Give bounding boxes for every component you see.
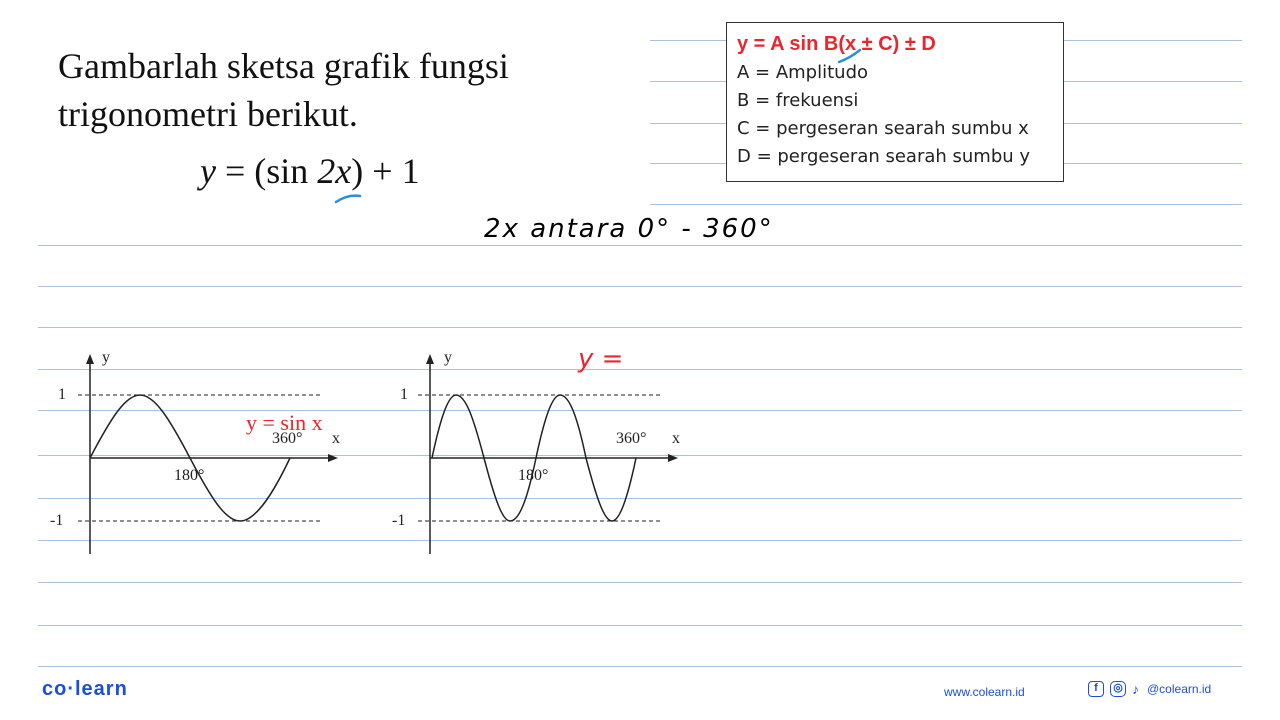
formula-annotation-mark — [836, 46, 866, 66]
equation-underline-mark — [334, 190, 364, 206]
definition-a: A = Amplitudo — [737, 62, 869, 83]
handwritten-note: 2x antara 0° - 360° — [484, 214, 774, 244]
tick-label-minus-1: -1 — [392, 512, 406, 529]
ruled-line — [38, 327, 1242, 328]
general-formula: y = A sin B(x ± C) ± D — [737, 33, 936, 55]
x-axis-label: x — [332, 430, 340, 447]
footer-social-links — [1088, 681, 1211, 697]
x-axis-label: x — [672, 430, 680, 447]
instagram-icon[interactable]: ◎ — [1110, 681, 1126, 697]
ruled-line — [38, 582, 1242, 583]
footer-social-handle[interactable]: @colearn.id — [1147, 682, 1212, 696]
tiktok-icon[interactable]: ♪ — [1132, 681, 1139, 697]
x-axis-arrow — [668, 454, 678, 462]
tick-label-1: 1 — [400, 386, 408, 403]
question-text — [58, 42, 618, 138]
colearn-logo: co·learn — [42, 678, 128, 700]
y-axis-label: y — [102, 349, 110, 366]
tick-label-minus-1: -1 — [50, 512, 64, 529]
equation-tail: ) + 1 — [351, 151, 420, 191]
tick-label-1: 1 — [58, 386, 66, 403]
label-180: 180° — [518, 467, 549, 484]
ruled-line — [38, 286, 1242, 287]
y-axis-label: y — [444, 349, 452, 366]
footer-website-link[interactable]: www.colearn.id — [944, 685, 1025, 699]
ruled-line — [650, 204, 1242, 205]
ruled-line — [38, 625, 1242, 626]
ruled-line — [38, 666, 1242, 667]
definition-d: D = pergeseran searah sumbu y — [737, 146, 1031, 167]
equation-2x: 2x — [317, 151, 352, 191]
label-360: 360° — [272, 430, 303, 447]
curve-label-sin-x: y = sin x — [246, 410, 323, 435]
y-axis-arrow — [426, 354, 434, 364]
definition-b: B = frekuensi — [737, 90, 859, 111]
equation-eq: = (sin — [215, 151, 318, 191]
handwritten-y-equals: y = — [578, 344, 624, 374]
ruled-line — [38, 245, 1242, 246]
facebook-icon[interactable]: f — [1088, 681, 1104, 697]
equation-y: y — [200, 151, 216, 191]
question-line-1: Gambarlah sketsa grafik fungsi — [58, 46, 509, 86]
formula-info-box — [726, 22, 1064, 182]
equation — [200, 150, 420, 192]
question-line-2: trigonometri berikut. — [58, 94, 358, 134]
graph-sin-x — [40, 340, 380, 570]
y-axis-arrow — [86, 354, 94, 364]
definition-c: C = pergeseran searah sumbu x — [737, 118, 1029, 139]
graph-sin-2x — [380, 340, 700, 570]
label-360: 360° — [616, 430, 647, 447]
label-180: 180° — [174, 467, 205, 484]
x-axis-arrow — [328, 454, 338, 462]
